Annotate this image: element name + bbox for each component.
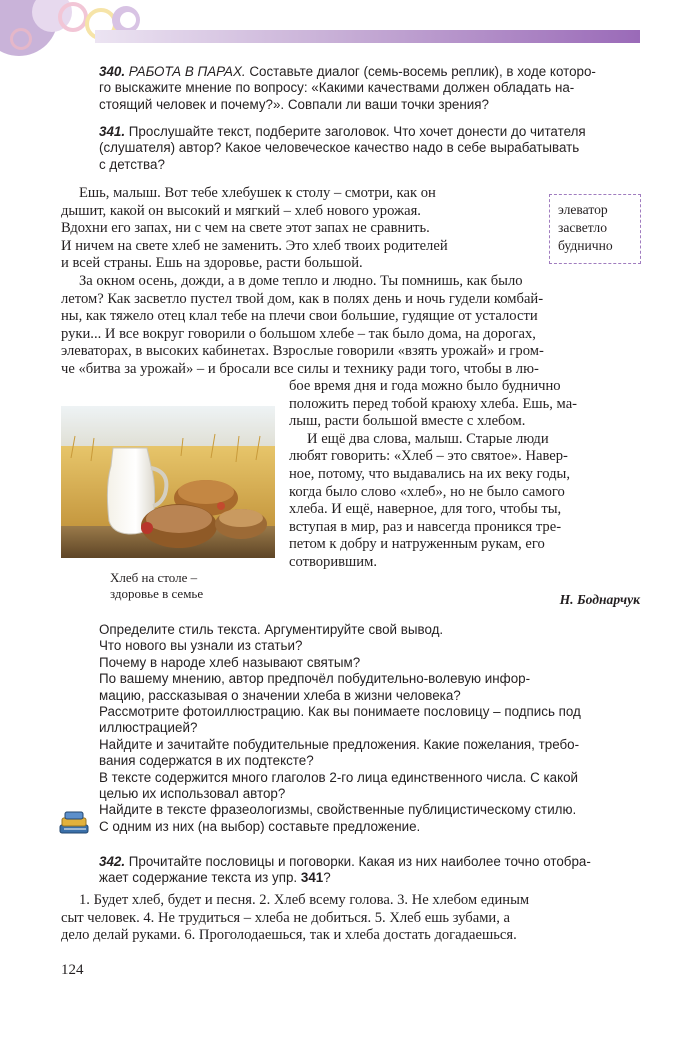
question-item: Найдите в тексте фразеологизмы, свойственные публицистическому стилю. bbox=[99, 802, 577, 818]
question-item: Определите стиль текста. Аргументируйте свой вывод. bbox=[99, 622, 444, 637]
task-342 bbox=[99, 854, 644, 887]
task-title: РАБОТА В ПАРАХ. bbox=[128, 64, 246, 79]
caption-line: здоровье в семье bbox=[110, 586, 204, 601]
photo-caption bbox=[110, 570, 250, 602]
question-item: По вашему мнению, автор предпочёл побудительно-волевую инфор- bbox=[99, 671, 531, 687]
text-line: Вдохни его запах, ни с чем на свете этот запах не сравнить. bbox=[61, 220, 430, 237]
text-line: че «битва за урожай» – и бросали все силы и технику ради того, чтобы в лю- bbox=[61, 360, 539, 377]
task-340-line bbox=[99, 64, 644, 80]
text-line: бое время дня и года можно было буднично bbox=[289, 378, 561, 394]
task-text: Прочитайте пословицы и поговорки. Какая из них наиболее точно отобра- bbox=[128, 854, 591, 869]
question-item-cont: С одним из них (на выбор) составьте предложение. bbox=[99, 818, 421, 834]
task-340-line: го выскажите мнение по вопросу: «Какими качествами должен обладать на- bbox=[99, 80, 575, 96]
task-342-line bbox=[99, 870, 644, 886]
exercise-ref: 341 bbox=[300, 870, 324, 886]
proverbs bbox=[61, 892, 643, 945]
task-text: Составьте диалог (семь-восемь реплик), в ходе которо- bbox=[249, 64, 596, 79]
text-paragraph-1 bbox=[61, 185, 537, 273]
question-item-cont: вания содержатся в их подтексте? bbox=[99, 753, 314, 769]
question-item: Почему в народе хлеб называют святым? bbox=[99, 654, 361, 670]
question-item: Найдите и зачитайте побудительные предложения. Какие пожелания, требо- bbox=[99, 736, 580, 752]
task-number: 340. bbox=[99, 64, 126, 79]
question-item-cont: целью их использовал автор? bbox=[99, 786, 286, 802]
task-341-line: (слушателя) автор? Какое человеческое качество надо в себе вырабатывать bbox=[99, 140, 580, 156]
questions-list bbox=[99, 622, 644, 835]
question-item: В тексте содержится много глаголов 2-го лица единственного числа. С какой bbox=[99, 769, 579, 785]
proverb-line: 1. Будет хлеб, будет и песня. 2. Хлеб всему голова. 3. Не хлебом единым bbox=[79, 892, 530, 908]
task-341-line: с детства? bbox=[99, 156, 165, 172]
text-line: петом к добру и натруженным рукам, его bbox=[289, 536, 545, 553]
text-line: и всей страны. Ешь на здоровье, расти большой. bbox=[61, 255, 363, 272]
text-line: И ничем на свете хлеб не заменить. Это хлеб твоих родителей bbox=[61, 237, 448, 254]
text-line: хлеба. И ещё, наверное, для того, чтобы ты, bbox=[289, 501, 562, 518]
question-item-cont: мацию, рассказывая о значении хлеба в жизни человека? bbox=[99, 687, 461, 703]
text-line: За окном осень, дожди, а в доме тепло и людно. Ты помнишь, как было bbox=[79, 273, 523, 289]
text-line: Ешь, малыш. Вот тебе хлебушек к столу – смотри, как он bbox=[79, 185, 436, 201]
text-line: И ещё два слова, малыш. Старые люди bbox=[307, 430, 549, 447]
text-line: элеваторах, в высоких кабинетах. Взрослые говорили «взять урожай» и гром- bbox=[61, 343, 544, 360]
task-text: Прослушайте текст, подберите заголовок. Что хочет донести до читателя bbox=[128, 124, 586, 139]
text-line: любят говорить: «Хлеб – это святое». Навер- bbox=[289, 448, 568, 465]
task-341 bbox=[99, 124, 644, 173]
vocabulary-word: элеватор bbox=[558, 202, 608, 217]
question-item: Рассмотрите фотоиллюстрацию. Как вы понимаете пословицу – подпись под bbox=[99, 704, 581, 720]
text-line: руки... И все вокруг говорили о большом хлебе – так было дома, на дорогах, bbox=[61, 325, 536, 342]
task-340-line: стоящий человек и почему?». Совпали ли ваши точки зрения? bbox=[99, 96, 489, 112]
question-item: Что нового вы узнали из статьи? bbox=[99, 638, 303, 654]
author-signature: Н. Боднарчук bbox=[559, 592, 640, 607]
text-line: вступая в мир, раз и навсегда проникся тре- bbox=[289, 518, 562, 535]
task-text: жает содержание текста из упр. bbox=[99, 870, 301, 886]
text-paragraph-2 bbox=[61, 273, 643, 379]
task-number: 342. bbox=[99, 854, 126, 869]
text-line: ное, потому, что выдавались на их веку годы, bbox=[289, 465, 570, 482]
decor-circle bbox=[10, 28, 32, 50]
vocabulary-box bbox=[549, 194, 641, 264]
task-340 bbox=[99, 64, 644, 113]
books-icon bbox=[56, 808, 92, 838]
header-bar bbox=[95, 30, 640, 43]
text-line: летом? Как засветло пустел твой дом, как в полях день и ночь гудели комбай- bbox=[61, 290, 544, 307]
task-341-line bbox=[99, 124, 644, 140]
text-right-column bbox=[289, 378, 643, 572]
proverb-line: дело делай руками. 6. Проголодаешься, так и хлеба достать догадаешься. bbox=[61, 927, 517, 944]
text-line: положить перед тобой краюху хлеба. Ешь, ма- bbox=[289, 395, 578, 412]
text-line: лыш, расти большой вместе с хлебом. bbox=[289, 413, 526, 430]
page-number: 124 bbox=[61, 962, 84, 978]
question-item-cont: иллюстрацией? bbox=[99, 720, 198, 736]
vocabulary-word: буднично bbox=[558, 238, 613, 253]
bread-milk-photo bbox=[61, 406, 275, 558]
task-text: ? bbox=[323, 870, 331, 886]
text-line: ны, как тяжело отец клал тебе на плечи свои большие, гудящие от усталости bbox=[61, 308, 538, 325]
text-line: сотворившим. bbox=[289, 553, 377, 570]
bread-milk-illustration bbox=[61, 406, 275, 558]
decor-circle bbox=[120, 12, 136, 28]
text-line: когда было слово «хлеб», но не было самого bbox=[289, 483, 565, 500]
decor-circle bbox=[58, 2, 88, 32]
text-line: дышит, какой он высокий и мягкий – хлеб нового урожая. bbox=[61, 202, 421, 219]
caption-line: Хлеб на столе – bbox=[110, 570, 198, 585]
proverb-line: сыт человек. 4. Не трудиться – хлеба не добиться. 5. Хлеб ешь зубами, а bbox=[61, 909, 511, 926]
task-342-line bbox=[99, 854, 644, 870]
vocabulary-word: засветло bbox=[558, 220, 607, 235]
task-number: 341. bbox=[99, 124, 126, 139]
